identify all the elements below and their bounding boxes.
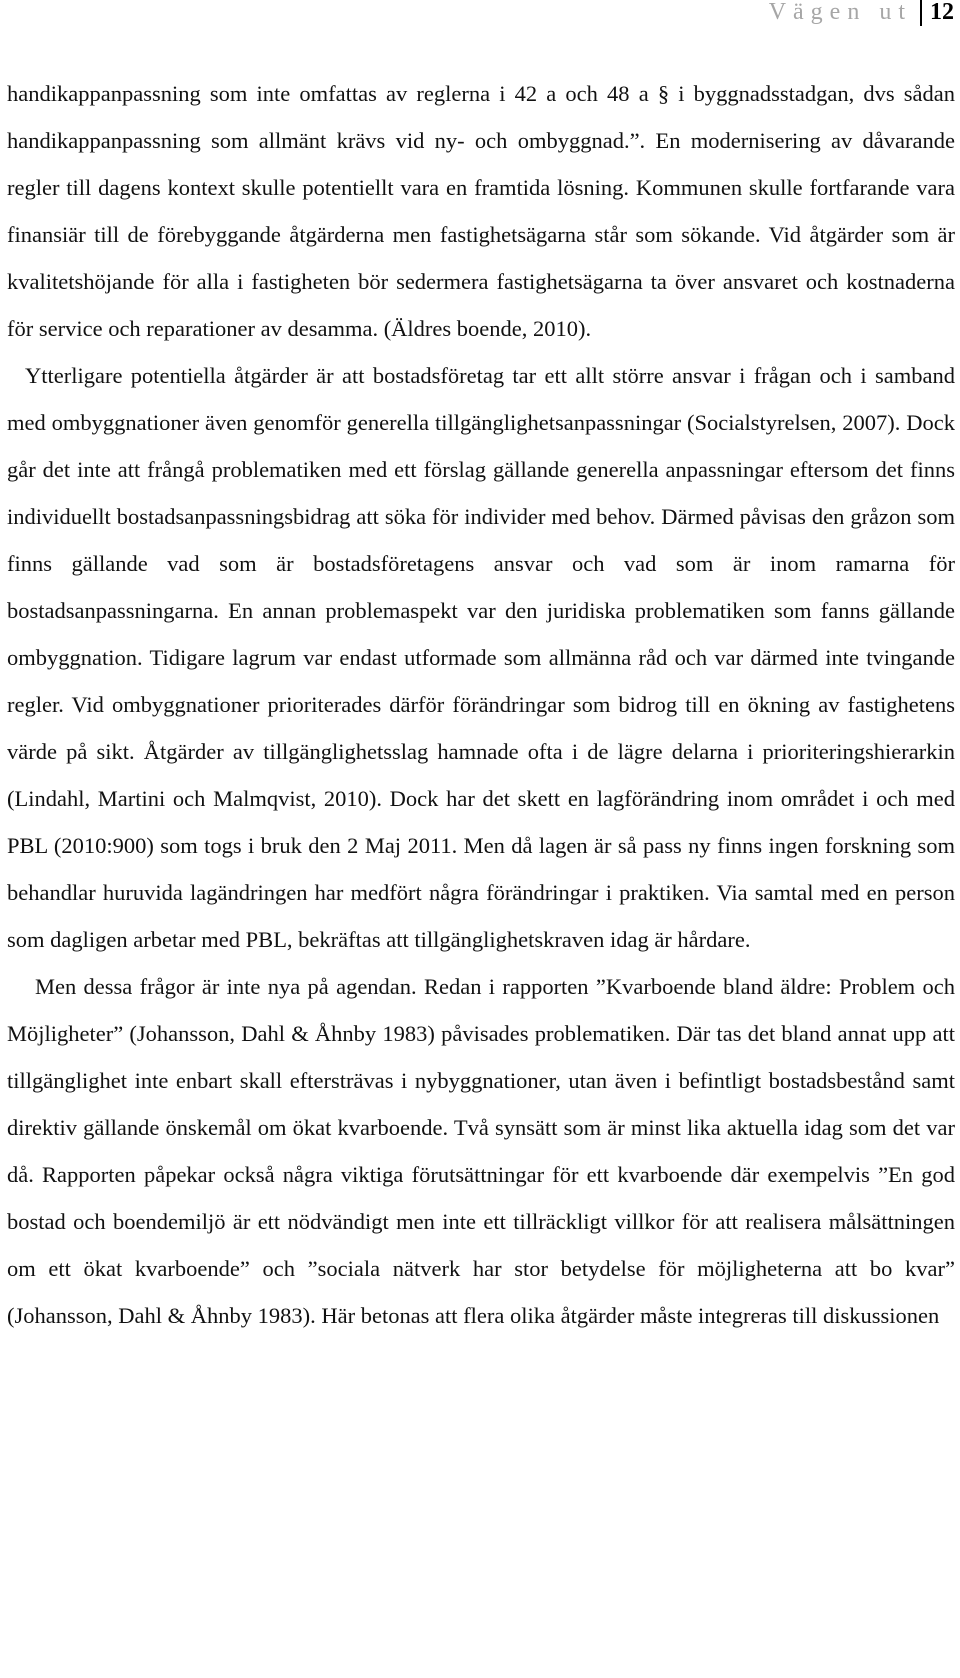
running-header (769, 0, 954, 30)
paragraph: Ytterligare potentiella åtgärder är att bostadsföretag tar ett allt större ansvar i frågan och i samband med ombyggnationer även genomför generella tillgänglighetsanpassningar (Socialstyrelsen, 2007). Dock går det inte att frångå problematiken med ett förslag gällande generella anpassningar eftersom det finns individuellt bostadsanpassningsbidrag att söka för individer med behov. Därmed påvisas den gråzon som finns gällande vad som är bostadsföretagens ansvar och vad som är inom ramarna för bostadsanpassningarna. En annan problemaspekt var den juridiska problematiken som fanns gällande ombyggnation. Tidigare lagrum var endast utformade som allmänna råd och var därmed inte tvingande regler. Vid ombyggnationer prioriterades därför förändringar som bidrog till en ökning av fastighetens värde på sikt. Åtgärder av tillgänglighetsslag hamnade ofta i de lägre delarna i prioriteringshierarkin (Lindahl, Martini och Malmqvist, 2010). Dock har det skett en lagförändring inom området i och med PBL (2010:900) som togs i bruk den 2 Maj 2011. Men då lagen är så pass ny finns ingen forskning som behandlar huruvida lagändringen har medfört några förändringar i praktiken. Via samtal med en person som dagligen arbetar med PBL, bekräftas att tillgänglighetskraven idag är hårdare. (7, 363, 955, 952)
page-number: 12 (930, 0, 954, 25)
header-divider (920, 0, 922, 26)
body-text (7, 70, 955, 1339)
paragraph: Men dessa frågor är inte nya på agendan. Redan i rapporten ”Kvarboende bland äldre: Problem och Möjligheter” (Johansson, Dahl & Åhnby 1983) påvisades problematiken. Där tas det bland annat upp att tillgänglighet inte enbart skall eftersträvas i nybyggnationer, utan även i befintligt bostadsbestånd samt direktiv gällande önskemål om ökat kvarboende. Två synsätt som är minst lika aktuella idag som det var då. Rapporten påpekar också några viktiga förutsättningar för ett kvarboende där exempelvis ”En god bostad och boendemiljö är ett nödvändigt men inte ett tillräckligt villkor för att realisera målsättningen om ett ökat kvarboende” och ”sociala nätverk har stor betydelse för möjligheterna att bo kvar” (Johansson, Dahl & Åhnby 1983). Här betonas att flera olika åtgärder måste integreras till diskussionen (7, 974, 955, 1328)
running-title: Vägen ut (768, 0, 912, 25)
paragraph: handikappanpassning som inte omfattas av reglerna i 42 a och 48 a § i byggnadsstadgan, dvs sådan handikappanpassning som allmänt krävs vid ny- och ombyggnad.”. En modernisering av dåvarande regler till dagens kontext skulle potentiellt vara en framtida lösning. Kommunen skulle fortfarande vara finansiär till de förebyggande åtgärderna men fastighetsägarna står som sökande. Vid åtgärder som är kvalitetshöjande för alla i fastigheten bör sedermera fastighetsägarna ta över ansvaret och kostnaderna för service och reparationer av desamma. (Äldres boende, 2010). (7, 81, 955, 341)
